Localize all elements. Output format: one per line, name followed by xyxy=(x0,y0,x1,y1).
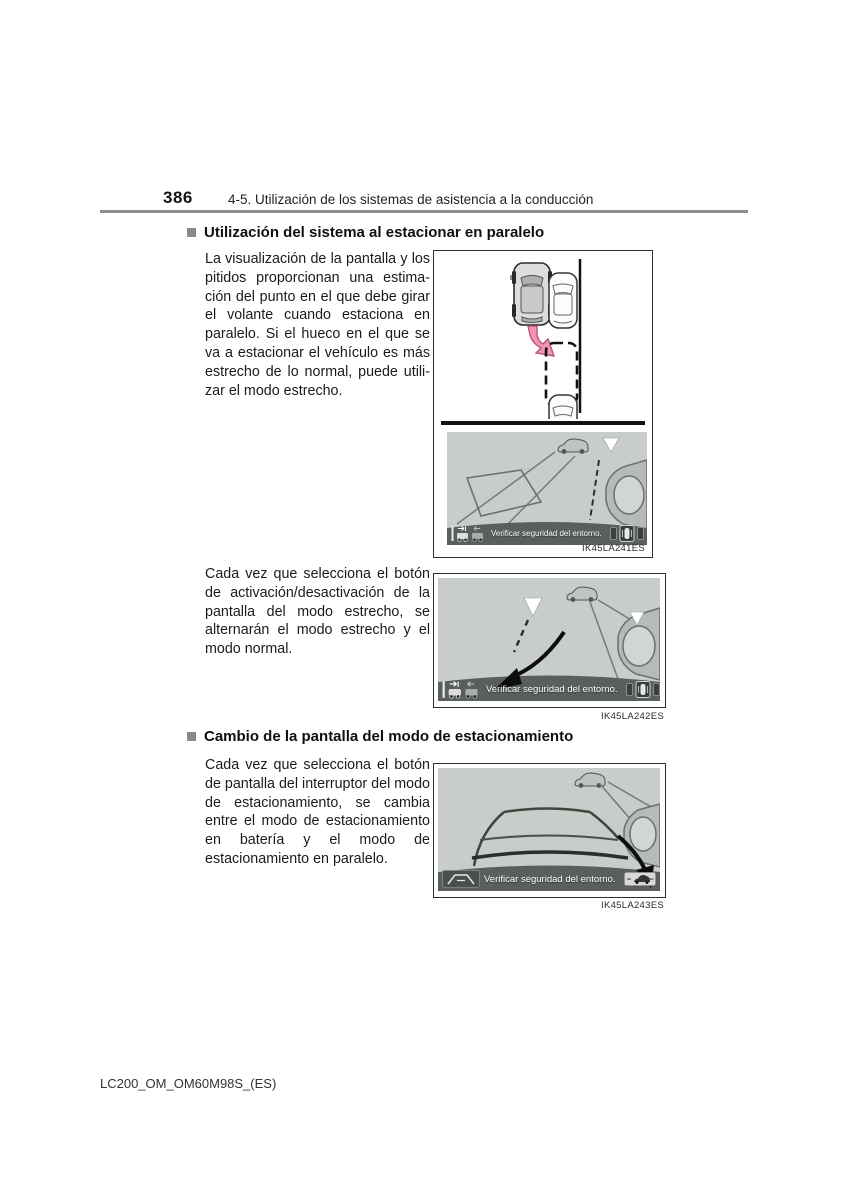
camera-status-bar xyxy=(438,677,660,701)
figure-narrow-mode xyxy=(433,573,666,708)
guide-triangle-marker xyxy=(603,438,619,452)
distant-car-icon xyxy=(567,587,597,602)
distance-dashed-line xyxy=(590,460,599,520)
chapter-header: 4-5. Utilización de los sistemas de asistencia a la conducción xyxy=(228,192,594,207)
camera-warning-text: Verificar seguridad del entorno. xyxy=(486,683,618,695)
own-bumper xyxy=(624,804,660,867)
section-heading-mode-change xyxy=(187,728,573,745)
own-bumper xyxy=(618,608,660,680)
camera-warning-text: Verificar seguridad del entorno. xyxy=(484,873,616,885)
paragraph-mode-change: Cada vez que selecciona el botón de pantalla del interruptor del modo de estacionamiento, se cambia entre el modo de estacionamiento en batería y el modo de estacionamiento en paralelo. xyxy=(205,757,430,867)
figure-code: IK45LA242ES xyxy=(601,711,664,722)
parked-car-top-icon xyxy=(549,273,577,328)
paragraph-narrow-mode: Cada vez que selecciona el botón de activación/desactivación de la pantalla del modo estrecho, se alternarán el modo estrecho y el modo normal. xyxy=(205,566,430,658)
guide-triangle-marker xyxy=(524,598,542,616)
parking-path-arrow-icon xyxy=(528,326,554,356)
narrow-mode-button-icon xyxy=(451,525,487,542)
square-bullet-icon xyxy=(187,732,196,741)
rear-camera-view-narrow xyxy=(438,578,660,701)
parking-frame-overlay xyxy=(467,470,541,516)
figure-divider xyxy=(441,421,645,425)
header-rule xyxy=(100,210,748,213)
square-bullet-icon xyxy=(187,228,196,237)
sonar-indicator-icon xyxy=(626,681,660,698)
guide-line-button-icon xyxy=(442,870,480,888)
sonar-indicator-icon xyxy=(610,525,644,542)
camera-warning-text: Verificar seguridad del entorno. xyxy=(491,528,602,538)
narrow-mode-button-icon xyxy=(442,680,482,699)
parking-guide-lines xyxy=(472,809,628,867)
paragraph-parallel-intro: La visualización de la pantalla y los pitidos proporcionan una estimación del punto en el que debe girar el volante cuando estaciona en paralelo. Si el hueco en el que se va a estacionar el vehículo es más estrecho de lo normal, puede utilizar el modo estrecho. xyxy=(205,251,430,399)
section-heading-parallel xyxy=(187,224,544,241)
rear-camera-view-normal xyxy=(447,432,647,545)
parked-car-bottom-icon xyxy=(549,395,577,419)
section-heading-text: Cambio de la pantalla del modo de estacionamiento xyxy=(204,728,574,745)
own-vehicle-top-icon xyxy=(510,263,554,325)
figure-parallel-parking xyxy=(433,250,653,558)
distance-dashed-line xyxy=(514,620,528,652)
figure-code: IK45LA241ES xyxy=(582,543,645,554)
own-bumper xyxy=(606,460,647,529)
figure-code: IK45LA243ES xyxy=(601,900,664,911)
page-number: 386 xyxy=(163,188,193,207)
parallel-parking-diagram xyxy=(434,253,651,419)
rear-camera-view-perpendicular xyxy=(438,768,660,891)
parking-mode-display-icon xyxy=(624,872,656,886)
section-heading-text: Utilización del sistema al estacionar en paralelo xyxy=(204,224,545,241)
camera-status-bar xyxy=(447,521,647,545)
figure-mode-switch xyxy=(433,763,666,898)
camera-status-bar xyxy=(438,867,660,891)
document-code-footer: LC200_OM_OM60M98S_(ES) xyxy=(100,1076,277,1091)
distant-car-icon xyxy=(558,439,588,454)
